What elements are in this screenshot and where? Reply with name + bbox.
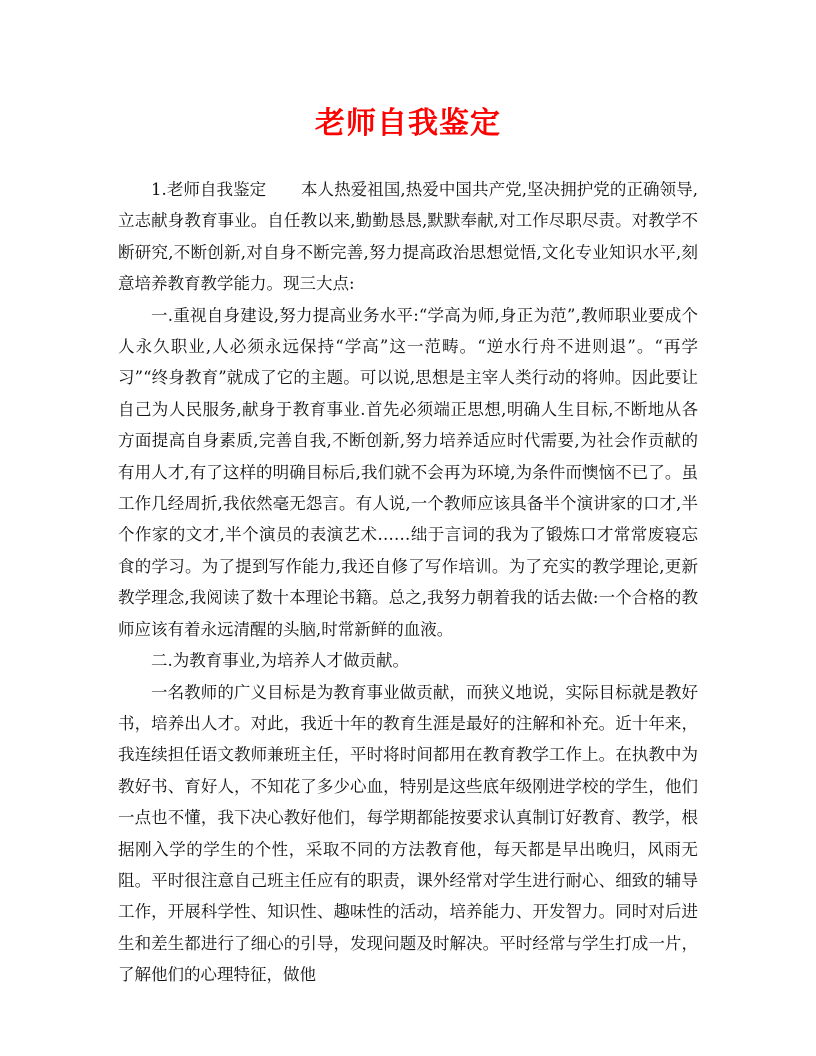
intro-label: 1.老师自我鉴定 (151, 180, 267, 199)
intro-paragraph (118, 174, 698, 300)
document-body (118, 174, 698, 991)
intro-text: 本人热爱祖国,热爱中国共产党,坚决拥护党的正确领导,立志献身教育事业。自任教以来,勤勤恳恳,默默奉献,对工作尽职尽责。对教学不断研究,不断创新,对自身不断完善,努力提高政治思想觉悟,文化专业知识水平,刻意培养教育教学能力。现三大点: (118, 180, 698, 294)
paragraph-3: 一名教师的广义目标是为教育事业做贡献，而狭义地说，实际目标就是教好书，培养出人才。对此，我近十年的教育生涯是最好的注解和补充。近十年来，我连续担任语文教师兼班主任，平时将时间都用在教育教学工作上。在执教中为教好书、育好人，不知花了多少心血，特别是这些底年级刚进学校的学生，他们一点也不懂，我下决心教好他们，每学期都能按要求认真制订好教育、教学，根据刚入学的学生的个性，采取不同的方法教育他，每天都是早出晚归，风雨无阻。平时很注意自己班主任应有的职责，课外经常对学生进行耐心、细致的辅导工作，开展科学性、知识性、趣味性的活动，培养能力、开发智力。同时对后进生和差生都进行了细心的引导，发现问题及时解决。平时经常与学生打成一片，了解他们的心理特征，做他 (118, 682, 698, 985)
paragraph-1: 一.重视自身建设,努力提高业务水平:“学高为师,身正为范”,教师职业要成个人永久职业,人必须永远保持“学高”这一范畴。“逆水行舟不进则退”。“再学习”“终身教育”就成了它的主题。可以说,思想是主宰人类行动的将帅。因此要让自己为人民服务,献身于教育事业.首先必须端正思想,明确人生目标,不断地从各方面提高自身素质,完善自我,不断创新,努力培养适应时代需要,为社会作贡献的有用人才,有了这样的明确目标后,我们就不会再为环境,为条件而懊恼不已了。虽工作几经周折,我依然毫无怨言。有人说,一个教师应该具备半个演讲家的口才,半个作家的文才,半个演员的表演艺术……绌于言词的我为了锻炼口才常常废寝忘食的学习。为了提到写作能力,我还自修了写作培训。为了充实的教学理论,更新教学理念,我阅读了数十本理论书籍。总之,我努力朝着我的话去做:一个合格的教师应该有着永远清醒的头脑,时常新鲜的血液。 (118, 305, 698, 639)
document-title: 老师自我鉴定 (315, 106, 501, 141)
paragraph-2: 二.为教育事业,为培养人才做贡献。 (151, 651, 409, 671)
